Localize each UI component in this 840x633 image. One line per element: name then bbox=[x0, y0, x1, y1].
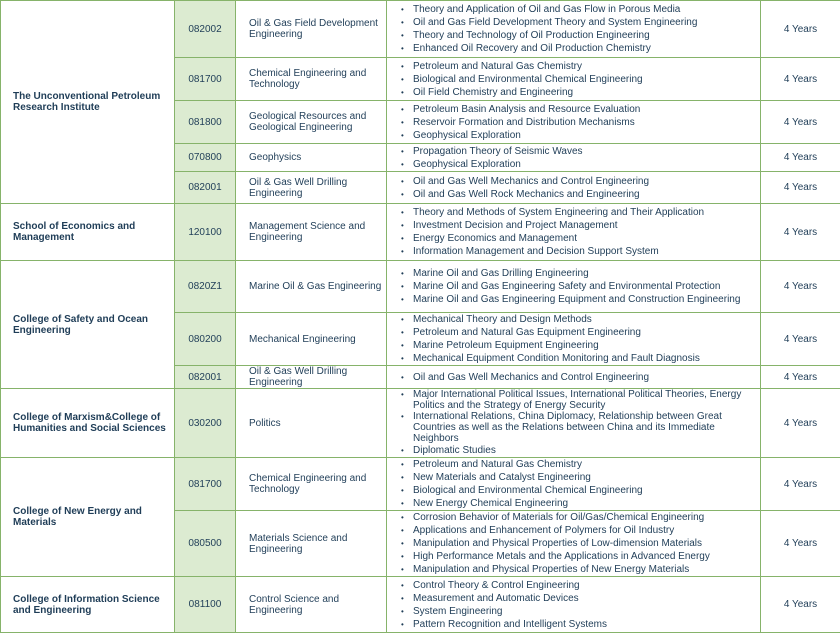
research-directions bbox=[387, 144, 761, 172]
direction-item: • Propagation Theory of Seismic Waves bbox=[401, 145, 756, 158]
college-name: School of Economics and Management bbox=[1, 204, 175, 261]
direction-item: • Reservoir Formation and Distribution Mechanisms bbox=[401, 116, 756, 129]
direction-item: • Geophysical Exploration bbox=[401, 129, 756, 142]
college-name: The Unconventional Petroleum Research Institute bbox=[1, 1, 175, 204]
program-code: 080500 bbox=[175, 511, 236, 577]
directions-list bbox=[401, 579, 756, 631]
research-directions bbox=[387, 458, 761, 511]
major-name: Control Science and Engineering bbox=[236, 577, 387, 633]
college-name: College of Marxism&College of Humanities and Social Sciences bbox=[1, 389, 175, 458]
program-duration: 4 Years bbox=[761, 366, 840, 389]
major-name: Geological Resources and Geological Engineering bbox=[236, 101, 387, 144]
table-row bbox=[1, 261, 840, 313]
table-row bbox=[1, 204, 840, 261]
direction-item: • Petroleum Basin Analysis and Resource Evaluation bbox=[401, 103, 756, 116]
programs-table-body bbox=[1, 1, 840, 633]
major-name: Marine Oil & Gas Engineering bbox=[236, 261, 387, 313]
direction-item: • Control Theory & Control Engineering bbox=[401, 579, 756, 592]
direction-item: • Diplomatic Studies bbox=[401, 444, 756, 457]
program-duration: 4 Years bbox=[761, 577, 840, 633]
direction-item: • Major International Political Issues, International Political Theories, Energy Politics and the Strategy of Energy Security bbox=[401, 389, 756, 411]
program-code: 080200 bbox=[175, 313, 236, 366]
program-duration: 4 Years bbox=[761, 172, 840, 204]
program-code: 081100 bbox=[175, 577, 236, 633]
direction-item: • Geophysical Exploration bbox=[401, 158, 756, 171]
college-name: College of Information Science and Engineering bbox=[1, 577, 175, 633]
directions-list bbox=[401, 206, 756, 258]
table-row bbox=[1, 577, 840, 633]
major-name: Chemical Engineering and Technology bbox=[236, 58, 387, 101]
major-name: Chemical Engineering and Technology bbox=[236, 458, 387, 511]
direction-item: • Petroleum and Natural Gas Chemistry bbox=[401, 458, 756, 471]
major-name: Oil & Gas Well Drilling Engineering bbox=[236, 366, 387, 389]
research-directions bbox=[387, 172, 761, 204]
direction-item: • Petroleum and Natural Gas Equipment Engineering bbox=[401, 326, 756, 339]
direction-item: • Pattern Recognition and Intelligent Systems bbox=[401, 618, 756, 631]
direction-item: • Theory and Technology of Oil Production Engineering bbox=[401, 29, 756, 42]
program-code: 120100 bbox=[175, 204, 236, 261]
direction-item: • System Engineering bbox=[401, 605, 756, 618]
direction-item: • Oil Field Chemistry and Engineering bbox=[401, 86, 756, 99]
program-duration: 4 Years bbox=[761, 313, 840, 366]
major-name: Politics bbox=[236, 389, 387, 458]
program-duration: 4 Years bbox=[761, 101, 840, 144]
program-code: 082001 bbox=[175, 172, 236, 204]
direction-item: • New Materials and Catalyst Engineering bbox=[401, 471, 756, 484]
directions-list bbox=[401, 60, 756, 99]
direction-item: • Applications and Enhancement of Polymers for Oil Industry bbox=[401, 524, 756, 537]
major-name: Geophysics bbox=[236, 144, 387, 172]
major-name: Mechanical Engineering bbox=[236, 313, 387, 366]
major-name: Materials Science and Engineering bbox=[236, 511, 387, 577]
direction-item: • Mechanical Theory and Design Methods bbox=[401, 313, 756, 326]
directions-list bbox=[401, 267, 756, 306]
program-duration: 4 Years bbox=[761, 261, 840, 313]
directions-list bbox=[401, 458, 756, 510]
table-row bbox=[1, 458, 840, 511]
direction-item: • Corrosion Behavior of Materials for Oil/Gas/Chemical Engineering bbox=[401, 511, 756, 524]
directions-list bbox=[401, 389, 756, 457]
direction-item: • Manipulation and Physical Properties of Low-dimension Materials bbox=[401, 537, 756, 550]
direction-item: • Marine Petroleum Equipment Engineering bbox=[401, 339, 756, 352]
direction-item: • New Energy Chemical Engineering bbox=[401, 497, 756, 510]
direction-item: • Oil and Gas Well Rock Mechanics and Engineering bbox=[401, 188, 756, 201]
research-directions bbox=[387, 389, 761, 458]
direction-item: • Energy Economics and Management bbox=[401, 232, 756, 245]
direction-item: • Manipulation and Physical Properties of New Energy Materials bbox=[401, 563, 756, 576]
direction-item: • High Performance Metals and the Applications in Advanced Energy bbox=[401, 550, 756, 563]
direction-item: • Biological and Environmental Chemical Engineering bbox=[401, 73, 756, 86]
research-directions bbox=[387, 577, 761, 633]
major-name: Oil & Gas Well Drilling Engineering bbox=[236, 172, 387, 204]
program-duration: 4 Years bbox=[761, 511, 840, 577]
college-name: College of Safety and Ocean Engineering bbox=[1, 261, 175, 389]
direction-item: • Oil and Gas Well Mechanics and Control Engineering bbox=[401, 175, 756, 188]
program-code: 081800 bbox=[175, 101, 236, 144]
direction-item: • Marine Oil and Gas Engineering Safety and Environmental Protection bbox=[401, 280, 756, 293]
direction-item: • Biological and Environmental Chemical Engineering bbox=[401, 484, 756, 497]
program-duration: 4 Years bbox=[761, 1, 840, 58]
major-name: Oil & Gas Field Development Engineering bbox=[236, 1, 387, 58]
program-code: 082002 bbox=[175, 1, 236, 58]
direction-item: • Marine Oil and Gas Engineering Equipment and Construction Engineering bbox=[401, 293, 756, 306]
program-duration: 4 Years bbox=[761, 458, 840, 511]
program-duration: 4 Years bbox=[761, 204, 840, 261]
directions-list bbox=[401, 145, 756, 171]
program-code: 081700 bbox=[175, 58, 236, 101]
research-directions bbox=[387, 511, 761, 577]
college-name: College of New Energy and Materials bbox=[1, 458, 175, 577]
directions-list bbox=[401, 3, 756, 55]
direction-item: • Oil and Gas Field Development Theory and System Engineering bbox=[401, 16, 756, 29]
program-code: 070800 bbox=[175, 144, 236, 172]
directions-list bbox=[401, 103, 756, 142]
direction-item: • Marine Oil and Gas Drilling Engineering bbox=[401, 267, 756, 280]
direction-item: • International Relations, China Diplomacy, Relationship between Great Countries as well as the Relations between China and its Immediate Neighbors bbox=[401, 411, 756, 444]
research-directions bbox=[387, 366, 761, 389]
program-duration: 4 Years bbox=[761, 144, 840, 172]
program-code: 030200 bbox=[175, 389, 236, 458]
program-code: 082001 bbox=[175, 366, 236, 389]
direction-item: • Mechanical Equipment Condition Monitoring and Fault Diagnosis bbox=[401, 352, 756, 365]
research-directions bbox=[387, 204, 761, 261]
directions-list bbox=[401, 313, 756, 365]
directions-list bbox=[401, 371, 756, 384]
program-code: 0820Z1 bbox=[175, 261, 236, 313]
table-row bbox=[1, 1, 840, 58]
directions-list bbox=[401, 175, 756, 201]
research-directions bbox=[387, 313, 761, 366]
direction-item: • Investment Decision and Project Management bbox=[401, 219, 756, 232]
research-directions bbox=[387, 261, 761, 313]
major-name: Management Science and Engineering bbox=[236, 204, 387, 261]
research-directions bbox=[387, 58, 761, 101]
direction-item: • Enhanced Oil Recovery and Oil Production Chemistry bbox=[401, 42, 756, 55]
program-duration: 4 Years bbox=[761, 58, 840, 101]
program-code: 081700 bbox=[175, 458, 236, 511]
direction-item: • Petroleum and Natural Gas Chemistry bbox=[401, 60, 756, 73]
research-directions bbox=[387, 101, 761, 144]
research-directions bbox=[387, 1, 761, 58]
direction-item: • Oil and Gas Well Mechanics and Control Engineering bbox=[401, 371, 756, 384]
direction-item: • Measurement and Automatic Devices bbox=[401, 592, 756, 605]
direction-item: • Theory and Application of Oil and Gas Flow in Porous Media bbox=[401, 3, 756, 16]
direction-item: • Theory and Methods of System Engineering and Their Application bbox=[401, 206, 756, 219]
direction-item: • Information Management and Decision Support System bbox=[401, 245, 756, 258]
table-row bbox=[1, 389, 840, 458]
directions-list bbox=[401, 511, 756, 576]
program-duration: 4 Years bbox=[761, 389, 840, 458]
